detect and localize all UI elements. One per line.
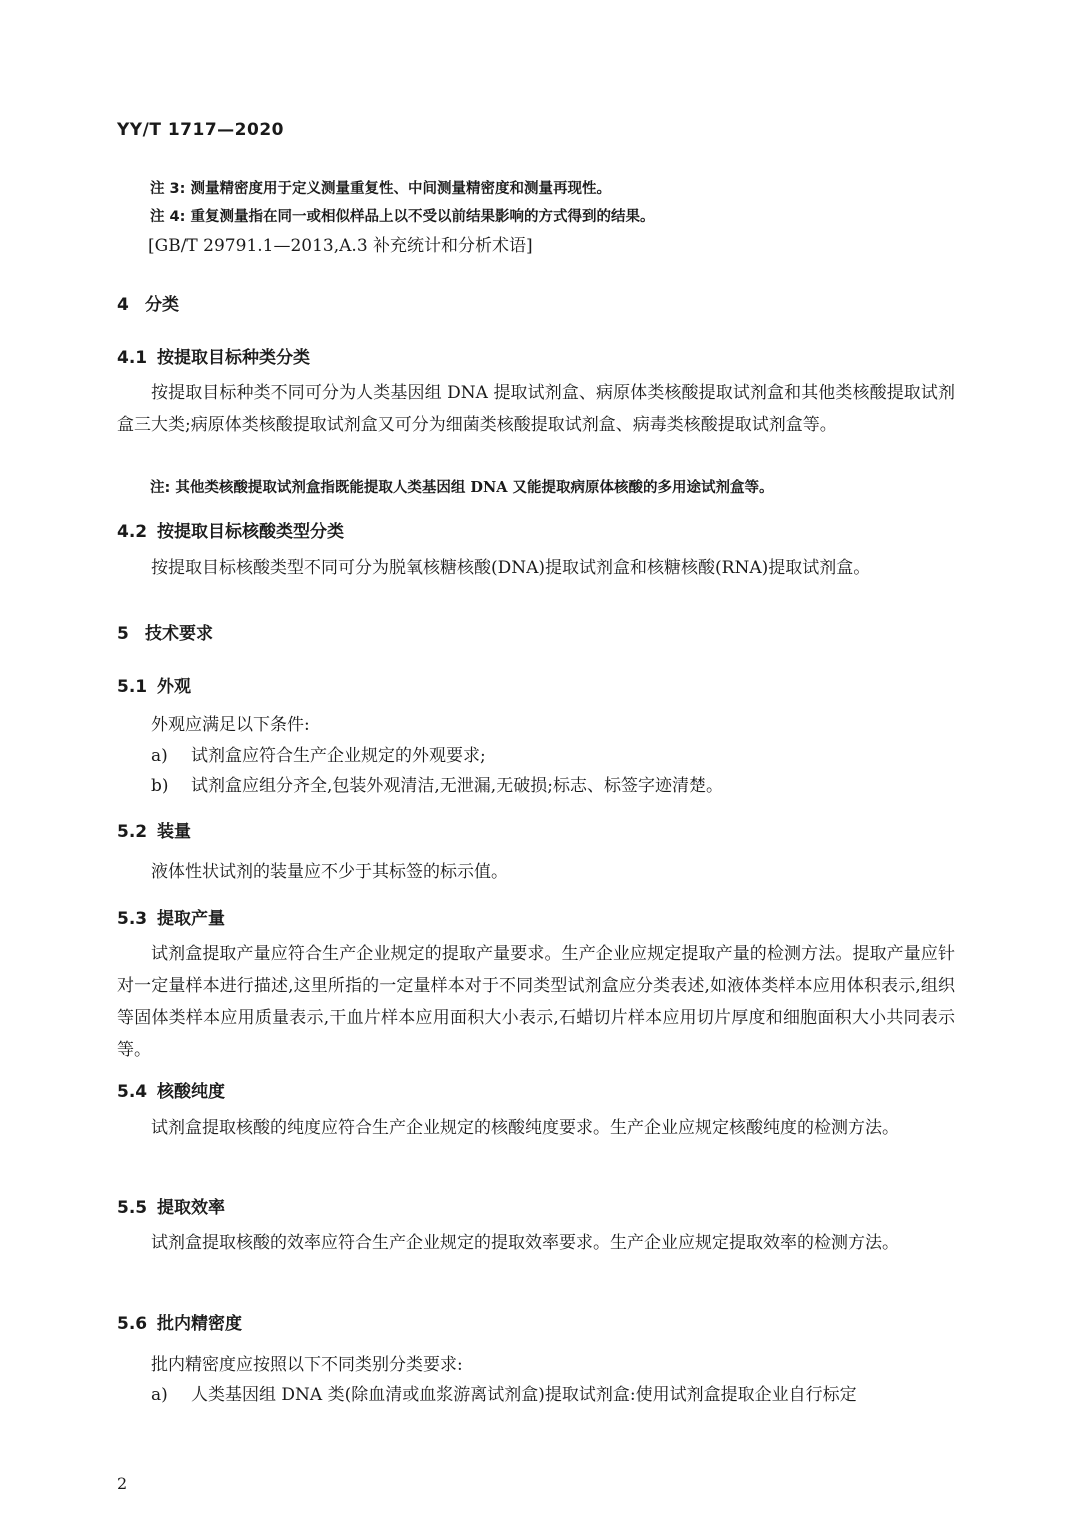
section-title: 提取效率 — [157, 1198, 225, 1218]
section-number: 5.3 — [117, 909, 148, 929]
note-label: 注 3: — [150, 181, 186, 197]
section-number: 5.5 — [117, 1198, 148, 1218]
list-item-text: 试剂盒应符合生产企业规定的外观要求; — [191, 746, 486, 766]
section-5-6-heading — [117, 1309, 242, 1334]
section-5-2-heading — [117, 817, 191, 842]
note-label: 注: — [150, 480, 171, 496]
section-4-2-paragraph: 按提取目标核酸类型不同可分为脱氧核糖核酸(DNA)提取试剂盒和核糖核酸(RNA)提取试剂盒。 — [151, 558, 871, 578]
note-text: 测量精密度用于定义测量重复性、中间测量精密度和测量再现性。 — [190, 180, 611, 197]
section-4-1-note — [150, 476, 774, 497]
list-item — [151, 741, 486, 766]
note-4 — [150, 205, 655, 226]
section-5-4-paragraph: 试剂盒提取核酸的纯度应符合生产企业规定的核酸纯度要求。生产企业应规定核酸纯度的检测方法。 — [151, 1118, 899, 1138]
section-4-2-heading — [117, 517, 344, 542]
section-number: 5.1 — [117, 677, 148, 697]
section-5-6-intro: 批内精密度应按照以下不同类别分类要求: — [151, 1355, 463, 1375]
standard-number: YY/T 1717—2020 — [117, 120, 284, 140]
section-4-heading — [117, 290, 179, 315]
section-5-5-paragraph: 试剂盒提取核酸的效率应符合生产企业规定的提取效率要求。生产企业应规定提取效率的检测方法。 — [151, 1233, 899, 1253]
section-title: 提取产量 — [157, 909, 225, 929]
section-5-heading — [117, 619, 213, 644]
list-marker: a) — [151, 746, 168, 766]
section-5-1-heading — [117, 672, 191, 697]
section-5-1-intro: 外观应满足以下条件: — [151, 715, 310, 735]
section-number: 5.2 — [117, 822, 148, 842]
list-item — [151, 1380, 857, 1405]
section-5-3-heading — [117, 904, 225, 929]
section-title: 技术要求 — [145, 624, 213, 644]
section-4-1-heading — [117, 343, 310, 368]
section-5-5-heading — [117, 1193, 225, 1218]
list-item-text: 人类基因组 DNA 类(除血清或血浆游离试剂盒)提取试剂盒:使用试剂盒提取企业自行标定 — [191, 1385, 857, 1405]
list-marker: b) — [151, 776, 169, 796]
section-5-3-paragraph: 试剂盒提取产量应符合生产企业规定的提取产量要求。生产企业应规定提取产量的检测方法。提取产量应针对一定量样本进行描述,这里所指的一定量样本对于不同类型试剂盒应分类表述,如液体类样本应用体积表示,组织等固体类样本应用质量表示,干血片样本应用面积大小表示,石蜡切片样本应用切片厚度和细胞面积大小共同表示等。 — [117, 944, 955, 1060]
section-title: 分类 — [145, 295, 179, 315]
note-text: 重复测量指在同一或相似样品上以不受以前结果影响的方式得到的结果。 — [190, 208, 655, 225]
note-3 — [150, 177, 611, 198]
section-4-1-paragraph: 按提取目标种类不同可分为人类基因组 DNA 提取试剂盒、病原体类核酸提取试剂盒和其他类核酸提取试剂盒三大类;病原体类核酸提取试剂盒又可分为细菌类核酸提取试剂盒、病毒类核酸提取试剂盒等。 — [117, 383, 955, 435]
list-item-text: 试剂盒应组分齐全,包装外观清洁,无泄漏,无破损;标志、标签字迹清楚。 — [191, 776, 723, 796]
reference-citation: [GB/T 29791.1—2013,A.3 补充统计和分析术语] — [148, 236, 533, 256]
section-number: 5.4 — [117, 1082, 148, 1102]
section-5-2-paragraph: 液体性状试剂的装量应不少于其标签的标示值。 — [151, 862, 508, 882]
section-number: 4.2 — [117, 522, 148, 542]
section-title: 装量 — [157, 822, 191, 842]
list-item — [151, 771, 723, 796]
page-number: 2 — [117, 1474, 128, 1493]
section-title: 按提取目标核酸类型分类 — [157, 522, 344, 542]
section-title: 按提取目标种类分类 — [157, 348, 310, 368]
section-number: 5.6 — [117, 1314, 148, 1334]
note-text: 其他类核酸提取试剂盒指既能提取人类基因组 DNA 又能提取病原体核酸的多用途试剂盒等。 — [175, 479, 774, 496]
section-5-4-heading — [117, 1077, 225, 1102]
section-number: 4.1 — [117, 348, 148, 368]
section-title: 核酸纯度 — [157, 1082, 225, 1102]
note-label: 注 4: — [150, 209, 186, 225]
section-title: 外观 — [157, 677, 191, 697]
section-number: 5 — [117, 624, 129, 644]
section-title: 批内精密度 — [157, 1314, 242, 1334]
list-marker: a) — [151, 1385, 168, 1405]
section-number: 4 — [117, 295, 129, 315]
